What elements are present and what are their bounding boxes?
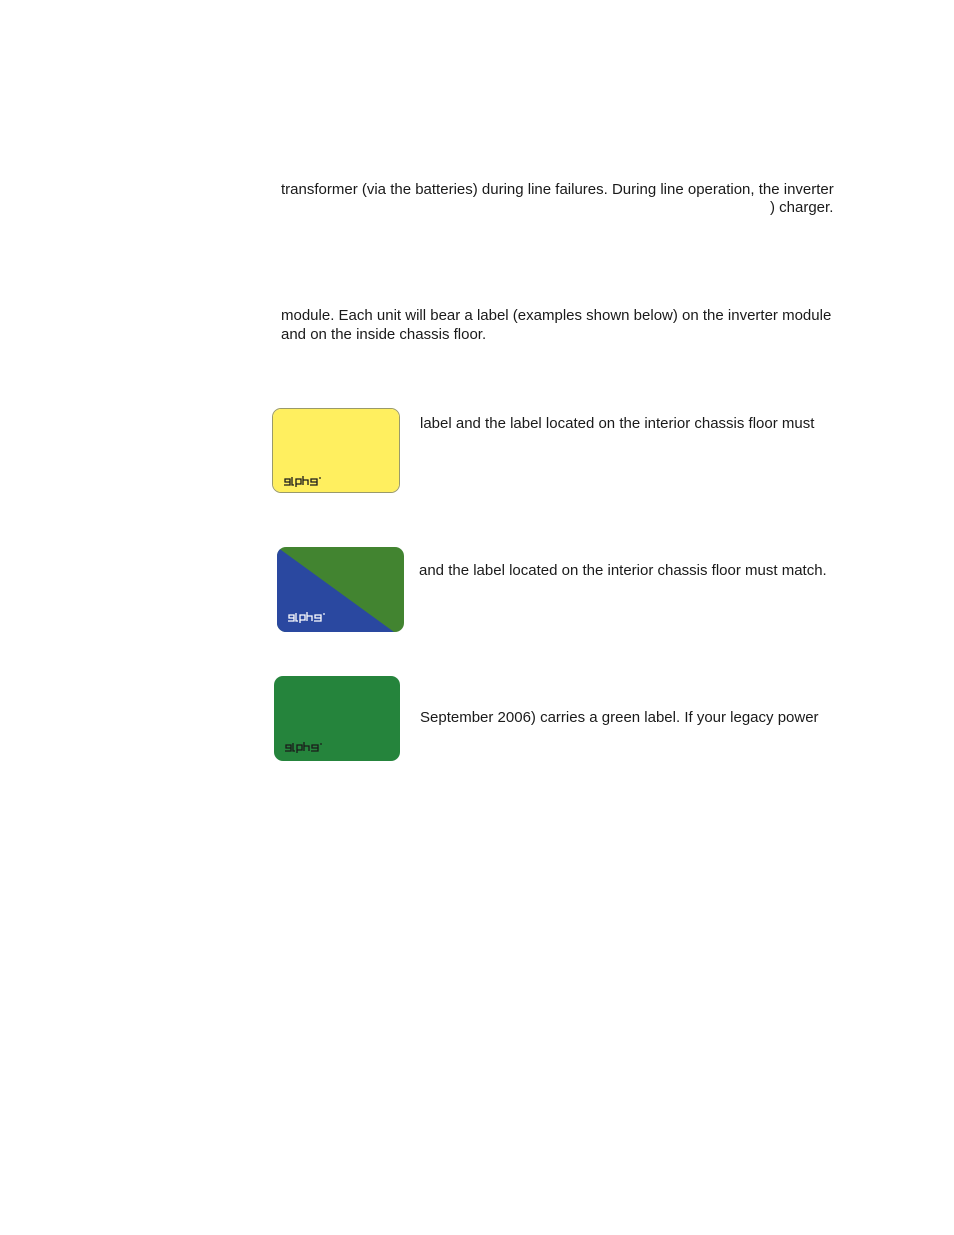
- alpha-logo-icon: [283, 474, 323, 488]
- label-1-description: label and the label located on the interior chassis floor must: [420, 415, 815, 432]
- label-3-description: September 2006) carries a green label. If your legacy power: [420, 709, 819, 726]
- paragraph-1-line-2: ) charger.: [770, 199, 834, 216]
- paragraph-1-line-1: transformer (via the batteries) during line failures. During line operation, the inverter: [281, 181, 834, 198]
- alpha-logo-icon: [287, 610, 327, 624]
- alpha-logo-icon: [284, 740, 324, 754]
- yellow-label-swatch: [272, 408, 400, 493]
- label-2-description: and the label located on the interior chassis floor must match.: [419, 562, 827, 579]
- blue-green-label-swatch: [277, 547, 404, 632]
- paragraph-2-line-2: and on the inside chassis floor.: [281, 326, 487, 343]
- green-label-swatch: [274, 676, 400, 761]
- paragraph-2-line-1: module. Each unit will bear a label (examples shown below) on the inverter module: [281, 307, 832, 324]
